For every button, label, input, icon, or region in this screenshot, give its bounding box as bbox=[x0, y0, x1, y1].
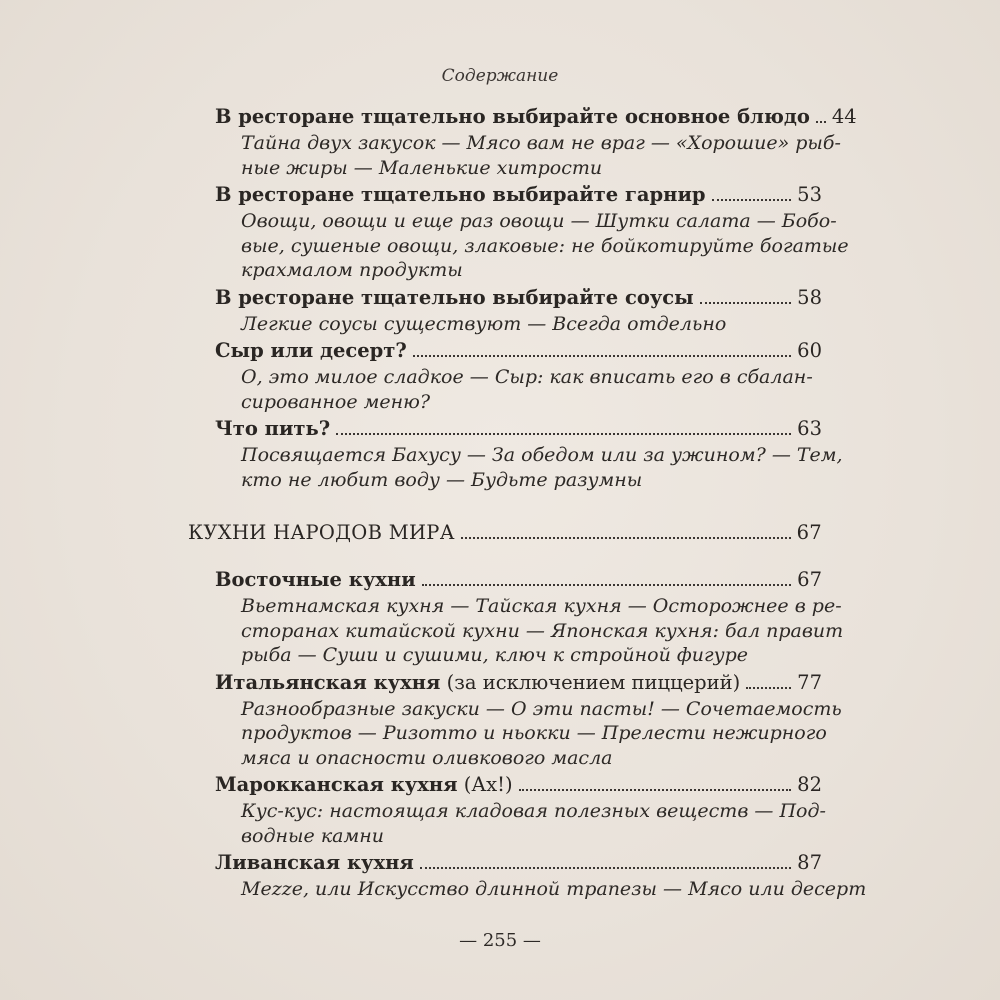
toc-entry-description bbox=[188, 131, 841, 180]
toc-entry-note: (за исключением пиццерий) bbox=[446, 670, 741, 694]
toc-entry-title: Марокканская кухня (Ах!) bbox=[215, 773, 513, 796]
toc-section-heading[interactable] bbox=[188, 518, 822, 547]
toc-entry-title: Сыр или десерт? bbox=[215, 339, 407, 362]
running-head: Содержание bbox=[441, 66, 559, 86]
toc-entry[interactable] bbox=[188, 770, 822, 799]
description-line: Mezze, или Искусство длинной трапезы — Мясо или десерт bbox=[241, 878, 867, 900]
toc-entry-page: 77 bbox=[797, 670, 822, 694]
toc-entry[interactable] bbox=[188, 180, 822, 209]
toc-entry[interactable] bbox=[188, 283, 822, 312]
toc-entry-description bbox=[188, 443, 843, 492]
description-line: сированное меню? bbox=[241, 390, 431, 413]
description-line: водные камни bbox=[241, 824, 384, 847]
toc-entry-title: В ресторане тщательно выбирайте соусы bbox=[215, 285, 694, 309]
toc-entry-description bbox=[188, 365, 822, 414]
toc-entry-description bbox=[188, 799, 826, 848]
dot-leader bbox=[413, 355, 791, 357]
dot-leader bbox=[700, 302, 791, 304]
section-title: КУХНИ НАРОДОВ МИРА bbox=[188, 521, 455, 544]
dot-leader bbox=[336, 433, 791, 435]
section-page: 67 bbox=[796, 521, 822, 544]
toc-entry-page: 87 bbox=[797, 851, 822, 874]
toc-entry-page: 67 bbox=[797, 568, 822, 591]
dot-leader bbox=[461, 537, 791, 539]
description-line: Посвящается Бахусу — За обедом или за ужином? — Тем, bbox=[241, 444, 843, 466]
toc-entry[interactable] bbox=[188, 414, 822, 443]
description-line: сторанах китайской кухни — Японская кухня: бал правит bbox=[241, 619, 844, 642]
description-line: Тайна двух закусок — Мясо вам не враг — «Хорошие» рыб- bbox=[241, 132, 841, 154]
description-line: Вьетнамская кухня — Тайская кухня — Осторожнее в ре- bbox=[241, 595, 842, 617]
table-of-contents bbox=[188, 102, 867, 902]
toc-entry-description bbox=[188, 209, 849, 283]
dot-leader bbox=[519, 789, 792, 791]
toc-entry[interactable] bbox=[188, 668, 822, 697]
toc-entry-note: (Ах!) bbox=[463, 773, 513, 796]
toc-entry-title: Ливанская кухня bbox=[215, 851, 414, 874]
description-line: крахмалом продукты bbox=[241, 259, 463, 281]
toc-entry[interactable] bbox=[188, 102, 857, 131]
dot-leader bbox=[420, 867, 791, 869]
description-line: продуктов — Ризотто и ньокки — Прелести нежирного bbox=[241, 722, 827, 744]
description-line: мяса и опасности оливкового масла bbox=[241, 746, 613, 769]
toc-entry-page: 60 bbox=[797, 339, 822, 362]
toc-entry-page: 53 bbox=[797, 183, 822, 206]
toc-entry-title: В ресторане тщательно выбирайте гарнир bbox=[215, 183, 706, 206]
page-number: — 255 — bbox=[459, 930, 541, 951]
toc-entry-page: 58 bbox=[797, 285, 822, 309]
toc-entry-title: В ресторане тщательно выбирайте основное блюдо bbox=[215, 105, 810, 128]
description-line: кто не любит воду — Будьте разумны bbox=[241, 468, 643, 491]
description-line: Разнообразные закуски — О эти пасты! — Сочетаемость bbox=[241, 697, 842, 720]
toc-entry[interactable] bbox=[188, 565, 822, 594]
toc-entry-description bbox=[188, 594, 844, 668]
toc-entry-description bbox=[188, 697, 842, 771]
description-line: ные жиры — Маленькие хитрости bbox=[241, 156, 603, 179]
toc-entry-page: 82 bbox=[797, 773, 822, 796]
toc-entry-page: 63 bbox=[797, 417, 822, 440]
dot-leader bbox=[422, 584, 792, 586]
toc-entry-description bbox=[188, 877, 867, 902]
description-line: вые, сушеные овощи, злаковые: не бойкотируйте богатые bbox=[241, 234, 849, 257]
dot-leader bbox=[712, 199, 792, 201]
description-line: О, это милое сладкое — Сыр: как вписать его в сбалан- bbox=[241, 366, 813, 388]
toc-entry[interactable] bbox=[188, 848, 822, 877]
toc-entry-title: Итальянская кухня (за исключением пиццерий) bbox=[215, 670, 741, 694]
dot-leader bbox=[816, 121, 826, 123]
toc-entry-title: Восточные кухни bbox=[215, 568, 416, 591]
description-line: Кус-кус: настоящая кладовая полезных веществ — Под- bbox=[241, 800, 826, 822]
toc-entry[interactable] bbox=[188, 336, 822, 365]
description-line: Легкие соусы существуют — Всегда отдельно bbox=[241, 312, 727, 335]
description-line: Овощи, овощи и еще раз овощи — Шутки салата — Бобо- bbox=[241, 210, 837, 232]
toc-entry-description bbox=[188, 312, 822, 337]
toc-entry-page: 44 bbox=[831, 105, 857, 128]
description-line: рыба — Суши и сушими, ключ к стройной фигуре bbox=[241, 644, 748, 666]
toc-entry-title: Что пить? bbox=[215, 417, 331, 440]
dot-leader bbox=[746, 687, 791, 689]
